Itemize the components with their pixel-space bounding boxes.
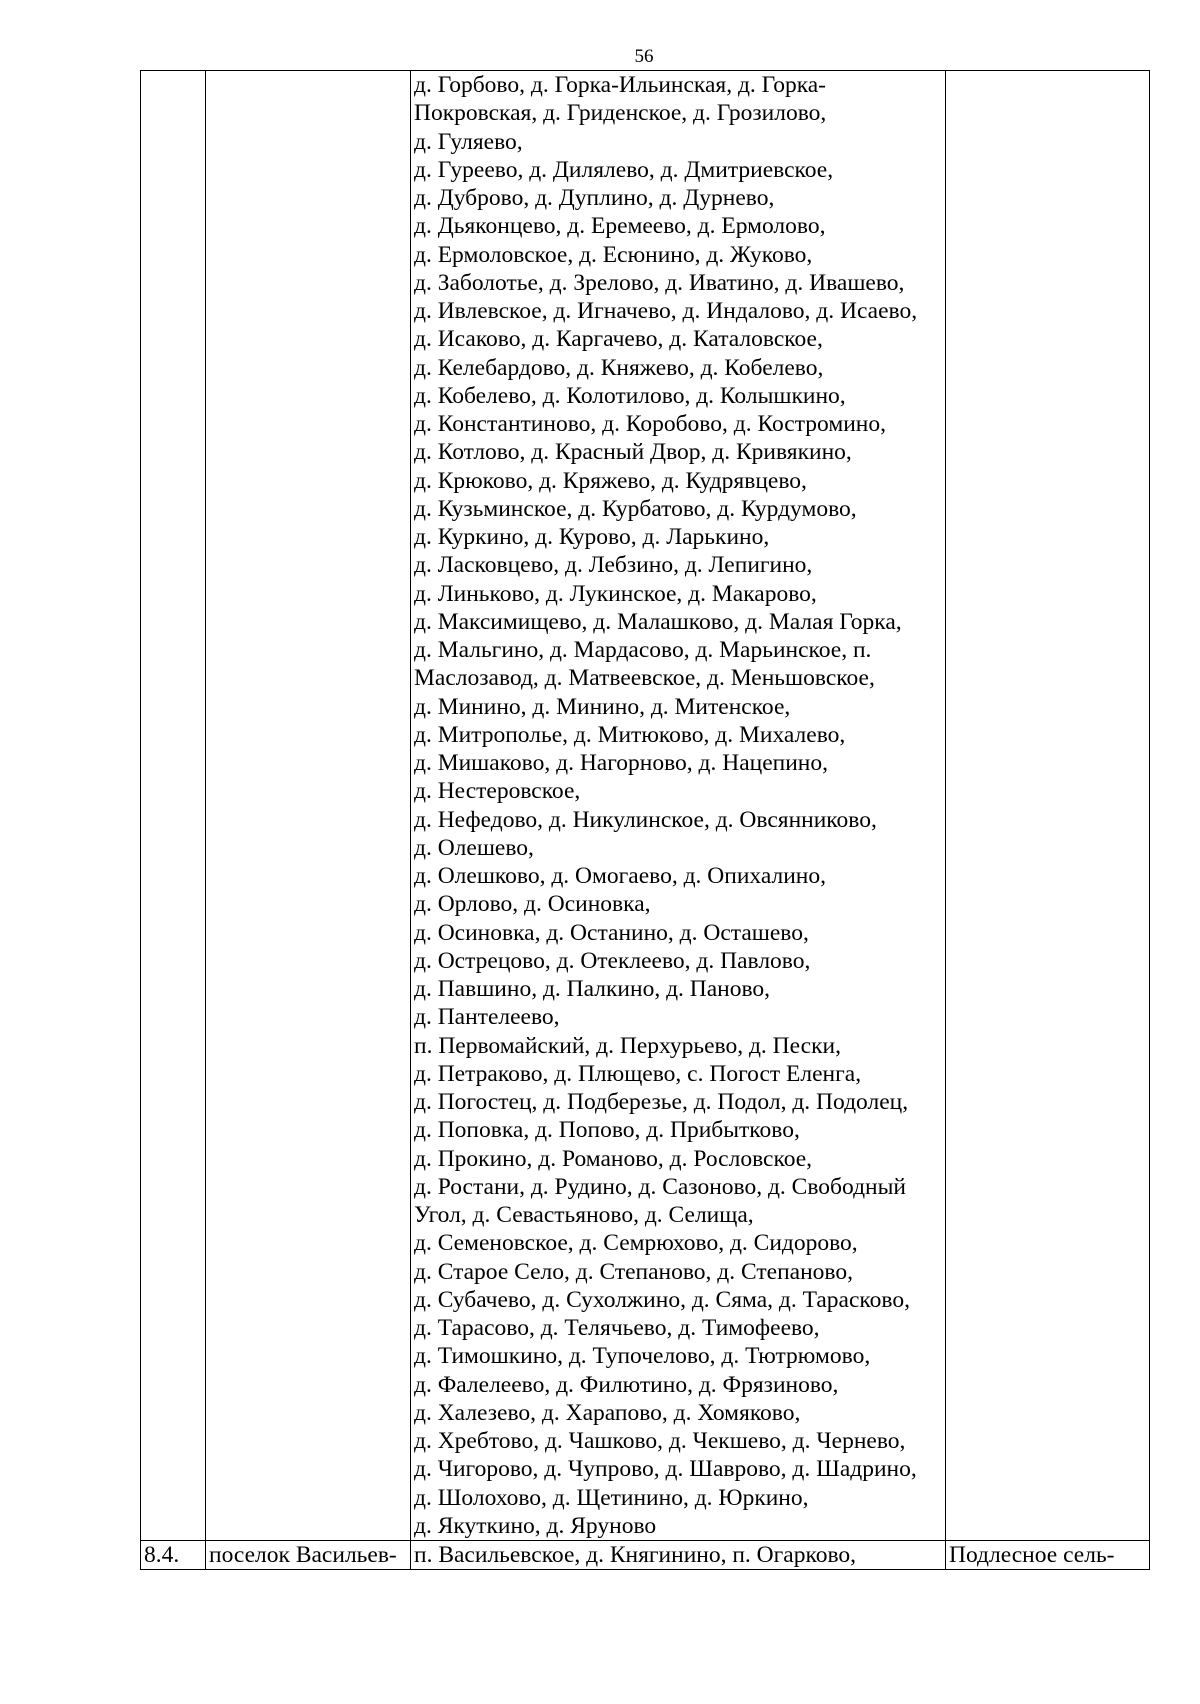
settlement-line: д. Максимищево, д. Малашково, д. Малая Горка,	[414, 608, 902, 635]
settlement-line: д. Ивлевское, д. Игначево, д. Индалово, д. Исаево,	[414, 298, 918, 324]
settlement-line: д. Якуткино, д. Яруново	[414, 1512, 657, 1539]
settlement-line: д. Погостец, д. Подберезье, д. Подол, д. Подолец,	[414, 1089, 909, 1115]
settlement-line: д. Орлово, д. Осиновка,	[414, 891, 651, 918]
settlement-list-cell	[411, 71, 946, 1541]
settlement-line: д. Кобелево, д. Колотилово, д. Колышкино,	[414, 382, 846, 409]
municipality-cell: Подлесное сель-	[946, 1541, 1150, 1570]
settlement-line: д. Куркино, д. Курово, д. Ларькино,	[414, 524, 770, 550]
settlement-line: д. Павшино, д. Палкино, д. Паново,	[414, 976, 771, 1002]
settlement-line: д. Тимошкино, д. Тупочелово, д. Тютрюмово,	[414, 1343, 871, 1370]
settlement-line: д. Тарасово, д. Телячьево, д. Тимофеево,	[414, 1315, 820, 1341]
settlement-line: д. Митрополье, д. Митюково, д. Михалево,	[414, 721, 846, 748]
settlement-line: д. Чигорово, д. Чупрово, д. Шаврово, д. Шадрино,	[414, 1456, 917, 1483]
settlement-line: д. Константиново, д. Коробово, д. Костромино,	[414, 411, 886, 437]
settlement-line: д. Олешево,	[414, 834, 534, 861]
settlement-line: п. Васильевское, д. Княгинино, п. Огарково,	[414, 1542, 857, 1568]
settlement-line: д. Минино, д. Минино, д. Митенское,	[414, 693, 791, 720]
settlement-line: д. Хребтово, д. Чашково, д. Чекшево, д. Чернево,	[414, 1428, 906, 1454]
settlement-line: д. Кузьминское, д. Курбатово, д. Курдумово,	[414, 495, 857, 522]
settlement-line: п. Первомайский, д. Перхурьево, д. Пески,	[414, 1032, 841, 1059]
table-row	[141, 71, 1150, 1541]
settlement-line: д. Прокино, д. Романово, д. Рословское,	[414, 1145, 813, 1172]
settlement-line: д. Ермоловское, д. Есюнино, д. Жуково,	[414, 241, 813, 268]
settlement-line: д. Шолохово, д. Щетинино, д. Юркино,	[414, 1484, 809, 1511]
row-number-cell: 8.4.	[141, 1541, 206, 1570]
municipality-cell	[946, 71, 1150, 1541]
settlement-line: Покровская, д. Гриденское, д. Грозилово,	[414, 100, 827, 127]
settlement-line: д. Нестеровское,	[414, 778, 581, 805]
settlement-line: д. Заболотье, д. Зрелово, д. Иватино, д. Ивашево,	[414, 269, 905, 296]
settlement-line: д. Ростани, д. Рудино, д. Сазоново, д. Свободный	[414, 1173, 906, 1200]
settlement-line: д. Осиновка, д. Останино, д. Осташево,	[414, 919, 809, 946]
settlements-table	[140, 70, 1150, 1570]
settlement-line: д. Линьково, д. Лукинское, д. Макарово,	[414, 580, 817, 607]
settlement-line: д. Поповка, д. Попово, д. Прибытково,	[414, 1117, 800, 1144]
settlement-line: д. Семеновское, д. Семрюхово, д. Сидорово,	[414, 1230, 858, 1257]
settlement-line: д. Субачево, д. Сухолжино, д. Сяма, д. Тарасково,	[414, 1286, 910, 1313]
table-row	[141, 1541, 1150, 1570]
settlement-line: д. Гуреево, д. Дилялево, д. Дмитриевское,	[414, 156, 834, 183]
settlement-line: д. Нефедово, д. Никулинское, д. Овсянниково,	[414, 806, 877, 833]
settlement-name-cell: поселок Васильев-	[206, 1541, 411, 1570]
settlement-line: д. Халезево, д. Харапово, д. Хомяково,	[414, 1399, 801, 1426]
settlement-line: д. Крюково, д. Кряжево, д. Кудрявцево,	[414, 467, 807, 494]
settlement-line: д. Острецово, д. Отеклеево, д. Павлово,	[414, 947, 811, 974]
settlement-line: д. Ласковцево, д. Лебзино, д. Лепигино,	[414, 552, 813, 579]
settlement-line: д. Исаково, д. Каргачево, д. Каталовское,	[414, 326, 823, 353]
settlement-line: д. Пантелеево,	[414, 1004, 560, 1031]
settlement-line: Маслозавод, д. Матвеевское, д. Меньшовское,	[414, 665, 875, 692]
settlement-line: д. Келебардово, д. Княжево, д. Кобелево,	[414, 354, 824, 381]
settlement-line: д. Старое Село, д. Степаново, д. Степаново,	[414, 1258, 853, 1285]
settlement-line: д. Мальгино, д. Мардасово, д. Марьинское, п.	[414, 637, 872, 663]
settlement-list-cell	[411, 1541, 946, 1570]
settlement-line: д. Фалелеево, д. Филютино, д. Фрязиново,	[414, 1371, 839, 1398]
settlement-line: Угол, д. Севастьяново, д. Селища,	[414, 1202, 754, 1228]
settlement-line: д. Дьяконцево, д. Еремеево, д. Ермолово,	[414, 213, 826, 240]
settlement-line: д. Дуброво, д. Дуплино, д. Дурнево,	[414, 185, 775, 211]
settlement-line: д. Олешково, д. Омогаево, д. Опихалино,	[414, 863, 826, 889]
settlement-line: д. Котлово, д. Красный Двор, д. Кривякино,	[414, 439, 852, 466]
page-number: 56	[634, 46, 654, 67]
row-number-cell	[141, 71, 206, 1541]
settlement-line: д. Мишаково, д. Нагорново, д. Нацепино,	[414, 750, 829, 776]
settlement-name-cell	[206, 71, 411, 1541]
settlement-line: д. Гуляево,	[414, 128, 523, 155]
settlement-line: д. Петраково, д. Плющево, с. Погост Еленга,	[414, 1060, 862, 1087]
settlement-line: д. Горбово, д. Горка-Ильинская, д. Горка-	[414, 72, 827, 98]
